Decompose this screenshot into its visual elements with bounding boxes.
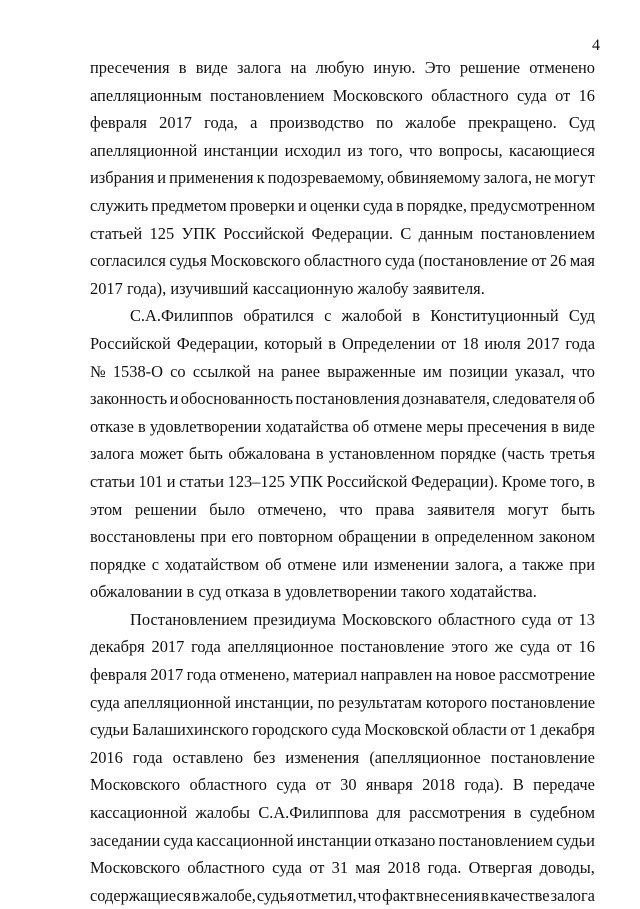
text-line: февраля 2017 года отменено, материал направлен на новое рассмотрение [90,665,595,685]
text-line: Московского областного суда от 31 мая 2018 года. Отвергая доводы, [90,858,595,878]
page-number: 4 [592,37,600,54]
text-line: обжаловании в суд отказа в удовлетворении такого ходатайства. [90,582,537,602]
text-line: порядке с ходатайством об отмене или изменении залога, а также при [90,554,595,574]
text-line: законность и обоснованность постановления дознавателя, следователя об [90,389,595,409]
text-line: отказе в удовлетворении ходатайства об отмене меры пресечения в виде [90,416,595,436]
text-line: этом решении было отмечено, что права заявителя могут быть [90,499,595,519]
text-line: Московского областного суда от 30 января 2018 года). В передаче [90,775,595,795]
text-line: согласился судья Московского областного суда (постановление от 26 мая [90,251,595,271]
text-line: февраля 2017 года, а производство по жалобе прекращено. Суд [90,113,595,133]
text-line: Российской Федерации, который в Определении от 18 июля 2017 года [90,333,595,353]
text-line: пресечения в виде залога на любую иную. Это решение отменено [90,58,595,77]
text-line: судьи Балашихинского городского суда Московской области от 1 декабря [90,720,595,740]
text-line: залога может быть обжалована в установленном порядке (часть третья [90,444,595,464]
text-line: апелляционным постановлением Московского областного суда от 16 [90,85,595,105]
text-line: статьи 101 и статьи 123–125 УПК Российской Федерации). Кроме того, в [90,471,595,491]
paragraph [90,606,595,909]
text-line: восстановлены при его повторном обращении в определенном законом [90,527,595,547]
text-line: заседании суда кассационной инстанции отказано постановлением судьи [90,830,595,850]
text-line: 2016 года оставлено без изменения (апелляционное постановление [90,747,595,767]
text-line: статьей 125 УПК Российской Федерации. С данным постановлением [90,223,595,243]
text-line: содержащиеся в жалобе, судья отметил, что факт внесения в качестве залога [90,885,595,905]
text-line: Постановлением президиума Московского областного суда от 13 [130,609,595,629]
text-line: суда апелляционной инстанции, по результатам которого постановление [90,692,595,712]
text-line: С.А.Филиппов обратился с жалобой в Конституционный Суд [130,306,595,326]
document-body [90,54,595,909]
text-line: избрания и применения к подозреваемому, обвиняемому залога, не могут [90,168,595,188]
text-line: 2017 года), изучивший кассационную жалобу заявителя. [90,278,485,298]
text-line: кассационной жалобы С.А.Филиппова для рассмотрения в судебном [90,803,595,823]
paragraph [90,302,595,606]
paragraph [90,54,595,302]
text-line: апелляционной инстанции исходил из того, что вопросы, касающиеся [90,140,595,160]
text-line: декабря 2017 года апелляционное постановление этого же суда от 16 [90,637,595,657]
text-line: служить предметом проверки и оценки суда в порядке, предусмотренном [90,195,595,215]
text-line: № 1538-О со ссылкой на ранее выраженные им позиции указал, что [90,361,595,381]
